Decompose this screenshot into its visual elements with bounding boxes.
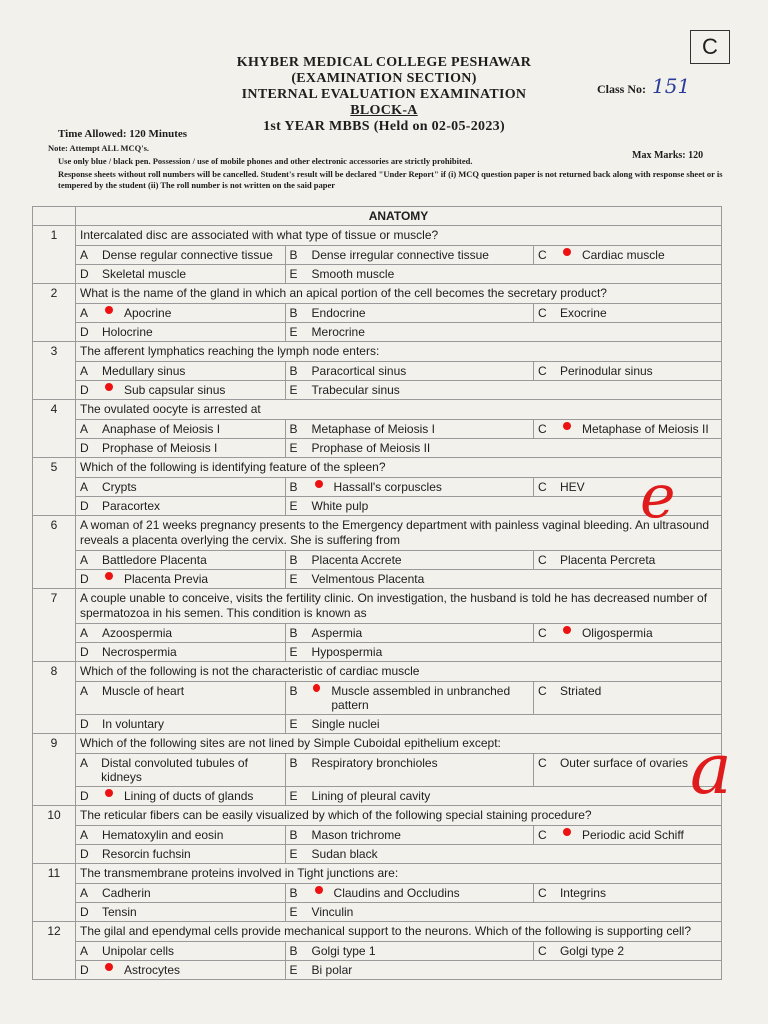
- option-letter: E: [289, 847, 298, 861]
- answer-mark: [563, 248, 571, 256]
- option-letter: A: [80, 364, 89, 378]
- option-text: HEV: [559, 480, 585, 494]
- option-letter: E: [289, 325, 298, 339]
- option-text: Metaphase of Meiosis I: [311, 422, 435, 436]
- option-cell: [76, 903, 286, 922]
- option-text: Dense regular connective tissue: [102, 248, 273, 262]
- option-letter: A: [80, 306, 89, 320]
- option-cell: [285, 323, 721, 342]
- option-text: Necrospermia: [102, 645, 177, 659]
- option-letter: D: [80, 383, 89, 397]
- option-letter: E: [289, 441, 298, 455]
- question-number: 5: [33, 458, 76, 516]
- option-cell: [76, 551, 286, 570]
- option-letter: C: [537, 886, 547, 900]
- option-text: Vinculin: [311, 905, 354, 919]
- option-text: Aspermia: [311, 626, 363, 640]
- option-cell: [533, 826, 721, 845]
- option-cell: [76, 715, 286, 734]
- option-letter: B: [289, 364, 298, 378]
- option-text: Lining of ducts of glands: [124, 789, 254, 803]
- option-letter: E: [289, 905, 298, 919]
- question-number: 1: [33, 226, 76, 284]
- option-text: Hassall's corpuscles: [333, 480, 442, 494]
- option-text: Crypts: [102, 480, 137, 494]
- question-number: 12: [33, 922, 76, 980]
- option-text: Prophase of Meiosis I: [102, 441, 218, 455]
- option-letter: B: [289, 480, 298, 494]
- option-text: Smooth muscle: [311, 267, 395, 281]
- option-text: Astrocytes: [124, 963, 181, 977]
- option-cell: [285, 439, 721, 458]
- question-number: 7: [33, 589, 76, 662]
- option-text: Skeletal muscle: [102, 267, 187, 281]
- option-text: Paracortical sinus: [311, 364, 407, 378]
- option-cell: [533, 420, 721, 439]
- question-number: 4: [33, 400, 76, 458]
- option-text: Integrins: [559, 886, 606, 900]
- option-text: Metaphase of Meiosis II: [581, 422, 709, 436]
- option-cell: [285, 570, 721, 589]
- option-text: Placenta Percreta: [559, 553, 656, 567]
- option-cell: [285, 381, 721, 400]
- option-letter: A: [80, 480, 89, 494]
- option-cell: [76, 304, 286, 323]
- option-cell: [76, 362, 286, 381]
- option-cell: [285, 826, 533, 845]
- option-letter: C: [537, 756, 547, 770]
- option-cell: [285, 682, 533, 715]
- option-letter: B: [289, 944, 298, 958]
- option-text: Velmentous Placenta: [311, 572, 425, 586]
- option-text: Apocrine: [124, 306, 172, 320]
- question-number: 8: [33, 662, 76, 734]
- note-line-1: Note: Attempt ALL MCQ's.: [48, 143, 150, 153]
- option-text: Tensin: [102, 905, 137, 919]
- option-letter: B: [289, 828, 298, 842]
- option-cell: [76, 624, 286, 643]
- option-letter: C: [537, 553, 547, 567]
- option-cell: [76, 420, 286, 439]
- answer-mark: [563, 626, 571, 634]
- max-marks: Max Marks: 120: [632, 150, 704, 161]
- option-cell: [76, 246, 286, 265]
- option-cell: [285, 420, 533, 439]
- option-cell: [285, 845, 721, 864]
- option-cell: [285, 715, 721, 734]
- option-cell: [76, 787, 286, 806]
- question-text: Intercalated disc are associated with what type of tissue or muscle?: [76, 226, 722, 246]
- option-cell: [285, 942, 533, 961]
- option-letter: D: [80, 789, 89, 803]
- option-text: Oligospermia: [581, 626, 653, 640]
- option-text: Single nuclei: [311, 717, 380, 731]
- question-text: What is the name of the gland in which an apical portion of the cell becomes the secretary product?: [76, 284, 722, 304]
- option-cell: [285, 246, 533, 265]
- option-letter: B: [289, 756, 298, 770]
- answer-mark: [105, 306, 113, 314]
- option-letter: E: [289, 717, 298, 731]
- option-cell: [76, 478, 286, 497]
- option-cell: [76, 845, 286, 864]
- option-cell: [285, 304, 533, 323]
- option-text: Placenta Accrete: [311, 553, 402, 567]
- option-text: Bi polar: [311, 963, 353, 977]
- answer-mark: [563, 828, 571, 836]
- option-text: Periodic acid Schiff: [581, 828, 684, 842]
- option-cell: [76, 570, 286, 589]
- option-letter: A: [80, 886, 89, 900]
- option-cell: [533, 884, 721, 903]
- option-cell: [76, 961, 286, 980]
- option-text: Merocrine: [311, 325, 365, 339]
- option-letter: D: [80, 572, 89, 586]
- option-cell: [76, 497, 286, 516]
- option-cell: [533, 624, 721, 643]
- question-number: 6: [33, 516, 76, 589]
- option-letter: C: [537, 480, 547, 494]
- option-letter: A: [80, 756, 89, 770]
- option-letter: B: [289, 248, 298, 262]
- answer-mark: [315, 886, 323, 894]
- option-letter: D: [80, 267, 89, 281]
- exam-title: INTERNAL EVALUATION EXAMINATION: [241, 87, 527, 102]
- option-text: Endocrine: [311, 306, 366, 320]
- option-letter: A: [80, 422, 89, 436]
- option-cell: [76, 826, 286, 845]
- option-text: Azoospermia: [102, 626, 173, 640]
- option-text: Perinodular sinus: [559, 364, 653, 378]
- option-letter: B: [289, 626, 298, 640]
- question-text: The afferent lymphatics reaching the lymph node enters:: [76, 342, 722, 362]
- option-letter: D: [80, 645, 89, 659]
- option-text: Exocrine: [559, 306, 607, 320]
- option-cell: [76, 942, 286, 961]
- option-cell: [285, 265, 721, 284]
- option-letter: D: [80, 441, 89, 455]
- question-text: Which of the following is not the characteristic of cardiac muscle: [76, 662, 722, 682]
- answer-mark: [105, 963, 113, 971]
- option-cell: [533, 478, 721, 497]
- answer-mark: [105, 572, 113, 580]
- option-letter: B: [289, 422, 298, 436]
- red-scribble-a: a: [690, 728, 732, 810]
- option-letter: C: [537, 684, 547, 698]
- option-text: Anaphase of Meiosis I: [102, 422, 221, 436]
- option-letter: A: [80, 248, 89, 262]
- option-cell: [76, 643, 286, 662]
- option-letter: C: [537, 828, 547, 842]
- option-text: Hematoxylin and eosin: [102, 828, 224, 842]
- option-text: Paracortex: [102, 499, 161, 513]
- option-cell: [533, 942, 721, 961]
- question-text: The reticular fibers can be easily visualized by which of the following special staining procedure?: [76, 806, 722, 826]
- option-cell: [285, 754, 533, 787]
- option-text: Distal convoluted tubules of kidneys: [101, 756, 248, 784]
- question-text: A couple unable to conceive, visits the fertility clinic. On investigation, the husband is told he has decreased number of spermatozoa in his semen. This condition is known as: [76, 589, 722, 624]
- option-letter: D: [80, 325, 89, 339]
- exam-section: (EXAMINATION SECTION): [291, 71, 477, 86]
- option-letter: B: [289, 306, 298, 320]
- option-letter: E: [289, 963, 298, 977]
- question-number: 11: [33, 864, 76, 922]
- option-letter: E: [289, 645, 298, 659]
- option-letter: E: [289, 789, 298, 803]
- option-cell: [533, 362, 721, 381]
- option-letter: A: [80, 944, 89, 958]
- option-text: Respiratory bronchioles: [311, 756, 438, 770]
- option-cell: [76, 884, 286, 903]
- college-name: KHYBER MEDICAL COLLEGE PESHAWAR: [236, 55, 532, 70]
- red-scribble-e: e: [640, 462, 676, 532]
- option-cell: [285, 362, 533, 381]
- year-title: 1st YEAR MBBS (Held on 02-05-2023): [263, 119, 505, 134]
- option-text: Claudins and Occludins: [333, 886, 460, 900]
- option-text: Cadherin: [102, 886, 151, 900]
- option-letter: D: [80, 963, 89, 977]
- option-text: Placenta Previa: [124, 572, 209, 586]
- option-text: Prophase of Meiosis II: [311, 441, 431, 455]
- option-cell: [285, 884, 533, 903]
- question-text: The gilal and ependymal cells provide mechanical support to the neurons. Which of the following is supporting cell?: [76, 922, 722, 942]
- answer-mark: [105, 383, 113, 391]
- note-line-2: Use only blue / black pen. Possession / use of mobile phones and other electronic accessories are strictly prohibited.: [58, 156, 473, 166]
- option-letter: A: [80, 828, 89, 842]
- option-text: Trabecular sinus: [311, 383, 400, 397]
- option-text: Lining of pleural cavity: [311, 789, 431, 803]
- option-letter: A: [80, 684, 89, 698]
- option-text: Outer surface of ovaries: [559, 756, 689, 770]
- answer-mark: [315, 480, 323, 488]
- answer-mark: [563, 422, 571, 430]
- note-line-3: Response sheets without roll numbers will be cancelled. Student's result will be declared "Under Report" if (i) MCQ question paper is not returned back along with response sheet or is tempered by the student (ii) The roll number is not written on the said paper: [58, 169, 723, 190]
- question-text: Which of the following is identifying feature of the spleen?: [76, 458, 722, 478]
- option-letter: B: [289, 553, 298, 567]
- option-letter: A: [80, 553, 89, 567]
- option-cell: [285, 478, 533, 497]
- option-cell: [285, 903, 721, 922]
- question-number: 2: [33, 284, 76, 342]
- option-text: In voluntary: [102, 717, 165, 731]
- option-letter: A: [80, 626, 89, 640]
- option-letter: D: [80, 905, 89, 919]
- option-letter: D: [80, 499, 89, 513]
- option-text: Muscle assembled in unbranched pattern: [331, 684, 511, 712]
- option-letter: C: [537, 364, 547, 378]
- option-letter: D: [80, 717, 89, 731]
- time-allowed: Time Allowed: 120 Minutes: [58, 128, 188, 140]
- option-text: Dense irregular connective tissue: [311, 248, 489, 262]
- question-table: [32, 206, 722, 980]
- question-text: Which of the following sites are not lined by Simple Cuboidal epithelium except:: [76, 734, 722, 754]
- section-title: ANATOMY: [76, 207, 722, 226]
- option-cell: [285, 787, 721, 806]
- option-cell: [285, 551, 533, 570]
- option-text: Holocrine: [102, 325, 153, 339]
- question-text: The ovulated oocyte is arrested at: [76, 400, 722, 420]
- option-cell: [76, 265, 286, 284]
- option-letter: C: [537, 944, 547, 958]
- option-cell: [285, 643, 721, 662]
- option-letter: C: [537, 422, 547, 436]
- question-text: A woman of 21 weeks pregnancy presents to the Emergency department with painless vaginal bleeding. An ultrasound reveals a placenta overlying the cervix. She is suffering from: [76, 516, 722, 551]
- option-text: Muscle of heart: [102, 684, 185, 698]
- option-letter: C: [537, 306, 547, 320]
- option-text: Golgi type 1: [311, 944, 376, 958]
- option-cell: [76, 439, 286, 458]
- answer-mark: [105, 789, 113, 797]
- option-letter: D: [80, 847, 89, 861]
- option-letter: C: [537, 626, 547, 640]
- option-letter: E: [289, 383, 298, 397]
- option-text: Cardiac muscle: [581, 248, 665, 262]
- option-text: Sub capsular sinus: [124, 383, 226, 397]
- option-text: Mason trichrome: [311, 828, 401, 842]
- block-title: BLOCK-A: [350, 103, 418, 118]
- question-number: 9: [33, 734, 76, 806]
- option-letter: B: [289, 886, 298, 900]
- option-letter: E: [289, 499, 298, 513]
- option-cell: [533, 682, 721, 715]
- paper-code-box: C: [690, 30, 730, 64]
- option-cell: [533, 551, 721, 570]
- answer-mark: [313, 684, 320, 692]
- question-number: 3: [33, 342, 76, 400]
- option-letter: E: [289, 267, 298, 281]
- question-number: 10: [33, 806, 76, 864]
- option-text: Hypospermia: [311, 645, 383, 659]
- option-text: White pulp: [311, 499, 369, 513]
- option-cell: [76, 381, 286, 400]
- option-cell: [76, 754, 286, 787]
- option-text: Resorcin fuchsin: [102, 847, 191, 861]
- option-text: Sudan black: [311, 847, 378, 861]
- option-letter: B: [289, 684, 298, 698]
- option-cell: [533, 304, 721, 323]
- exam-header: [0, 0, 768, 215]
- option-text: Medullary sinus: [102, 364, 186, 378]
- option-text: Striated: [559, 684, 602, 698]
- option-cell: [76, 323, 286, 342]
- option-cell: [285, 961, 721, 980]
- option-cell: [533, 246, 721, 265]
- option-cell: [285, 624, 533, 643]
- option-text: Golgi type 2: [559, 944, 624, 958]
- option-text: Unipolar cells: [102, 944, 175, 958]
- option-letter: C: [537, 248, 547, 262]
- option-cell: [76, 682, 286, 715]
- class-number: Class No: 151: [597, 74, 691, 98]
- option-letter: E: [289, 572, 298, 586]
- question-text: The transmembrane proteins involved in Tight junctions are:: [76, 864, 722, 884]
- option-text: Battledore Placenta: [102, 553, 207, 567]
